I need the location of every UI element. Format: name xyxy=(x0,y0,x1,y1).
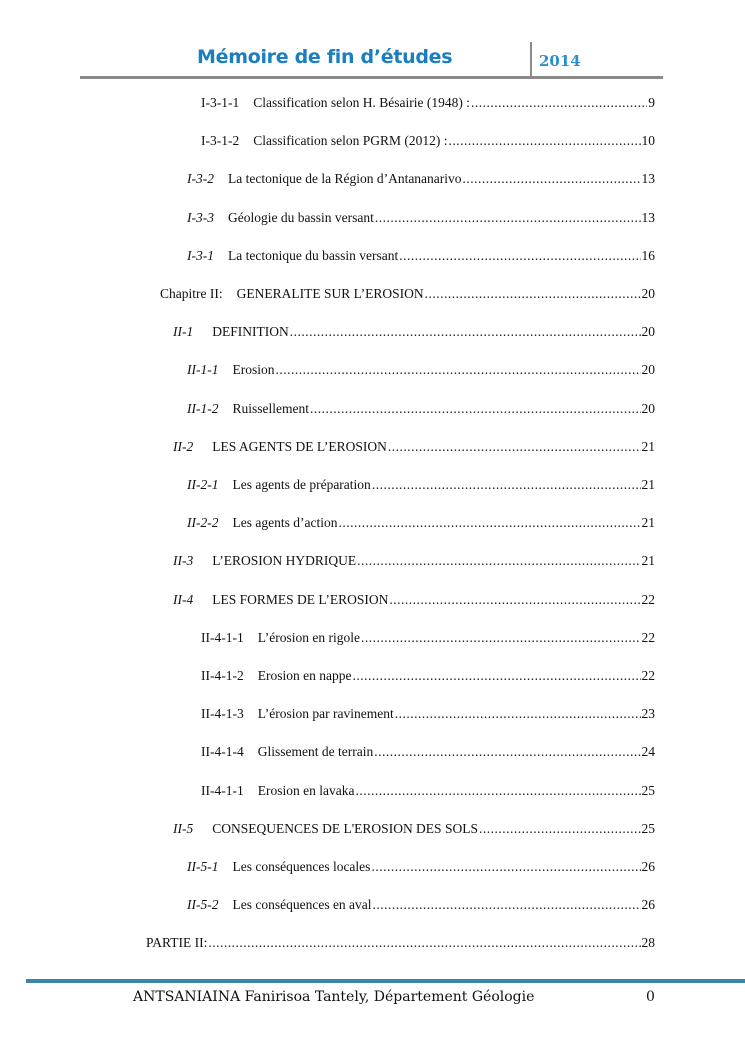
toc-entry-number: II-4-1-1 xyxy=(201,630,244,645)
toc-entry-number: PARTIE II: xyxy=(146,935,208,950)
toc-entry-number: II-1-2 xyxy=(187,401,219,416)
toc-entry[interactable] xyxy=(201,783,655,803)
toc-entry-number: I-3-1-1 xyxy=(201,95,240,110)
toc-entry-page: 20 xyxy=(641,324,655,339)
toc-entry-page: 13 xyxy=(641,171,655,186)
toc-entry[interactable] xyxy=(187,477,655,497)
toc-dot-leader xyxy=(355,783,640,799)
toc-entry[interactable] xyxy=(187,897,655,917)
footer-rule xyxy=(26,979,745,983)
toc-entry-title: DEFINITION xyxy=(212,324,289,339)
toc-entry-title: LES FORMES DE L’EROSION xyxy=(212,592,389,607)
toc-entry-page: 10 xyxy=(641,133,655,148)
toc-entry-title: Classification selon H. Bésairie (1948) : xyxy=(253,95,470,110)
header-title: Mémoire de fin d’études xyxy=(197,46,453,68)
toc-entry[interactable] xyxy=(146,935,655,955)
toc-entry[interactable] xyxy=(201,668,655,688)
toc-dot-leader xyxy=(448,133,640,149)
toc-entry-title: LES AGENTS DE L’EROSION xyxy=(212,439,387,454)
toc-entry[interactable] xyxy=(201,95,655,115)
toc-entry-page: 20 xyxy=(641,401,655,416)
toc-entry[interactable] xyxy=(187,210,655,230)
toc-entry-number: II-2-2 xyxy=(187,515,219,530)
toc-entry-number: I-3-2 xyxy=(187,171,214,186)
toc-entry-page: 21 xyxy=(641,515,655,530)
toc-dot-leader xyxy=(275,362,640,378)
toc-entry-page: 21 xyxy=(641,553,655,568)
toc-entry-page: 24 xyxy=(641,744,655,759)
toc-entry-title: Glissement de terrain xyxy=(257,744,374,759)
toc-entry[interactable] xyxy=(201,630,655,650)
toc-entry-title: Les conséquences en aval xyxy=(232,897,372,912)
toc-entry-title: L’érosion par ravinement xyxy=(257,706,394,721)
toc-dot-leader xyxy=(373,897,641,913)
toc-dot-leader xyxy=(352,668,640,684)
toc-entry-page: 25 xyxy=(641,783,655,798)
toc-entry-number: II-4-1-4 xyxy=(201,744,244,759)
toc-entry[interactable] xyxy=(187,248,655,268)
toc-entry-title: Géologie du bassin versant xyxy=(228,210,374,225)
toc-entry-page: 9 xyxy=(648,95,655,110)
toc-entry[interactable] xyxy=(187,859,655,879)
toc-dot-leader xyxy=(395,706,641,722)
toc-entry-title: Les conséquences locales xyxy=(232,859,371,874)
toc-entry-title: La tectonique de la Région d’Antananarivo xyxy=(228,171,462,186)
toc-dot-leader xyxy=(338,515,640,531)
toc-entry-page: 16 xyxy=(641,248,655,263)
footer-page-number: 0 xyxy=(646,989,655,1005)
toc-dot-leader xyxy=(310,401,641,417)
toc-dot-leader xyxy=(479,821,641,837)
toc-entry[interactable] xyxy=(187,362,655,382)
toc-entry[interactable] xyxy=(160,286,655,306)
toc-dot-leader xyxy=(372,477,641,493)
toc-entry-title: Erosion xyxy=(232,362,275,377)
toc-entry[interactable] xyxy=(187,171,655,191)
toc-entry-number: II-2 xyxy=(173,439,194,454)
toc-entry-title: Erosion en lavaka xyxy=(257,783,355,798)
toc-entry-title: GENERALITE SUR L’EROSION xyxy=(236,286,424,301)
toc-entry-number: I-3-3 xyxy=(187,210,214,225)
toc-dot-leader xyxy=(208,935,640,951)
toc-dot-leader xyxy=(290,324,641,340)
toc-entry-number: II-4-1-3 xyxy=(201,706,244,721)
toc-entry[interactable] xyxy=(201,706,655,726)
toc-entry-title: La tectonique du bassin versant xyxy=(228,248,399,263)
toc-entry-title: Ruissellement xyxy=(232,401,309,416)
toc-dot-leader xyxy=(471,95,647,111)
footer-author: ANTSANIAINA Fanirisoa Tantely, Département Géologie xyxy=(133,989,535,1005)
toc-entry-number: II-5-2 xyxy=(187,897,219,912)
toc-entry[interactable] xyxy=(173,439,655,459)
toc-dot-leader xyxy=(361,630,641,646)
toc-entry-number: II-4 xyxy=(173,592,194,607)
toc-entry-title: Erosion en nappe xyxy=(257,668,352,683)
toc-entry-number: II-2-1 xyxy=(187,477,219,492)
toc-entry-number: II-4-1-1 xyxy=(201,783,244,798)
toc-entry-page: 26 xyxy=(641,859,655,874)
toc-entry-page: 23 xyxy=(641,706,655,721)
header-year: 2014 xyxy=(539,52,581,70)
toc-entry-page: 26 xyxy=(641,897,655,912)
toc-dot-leader xyxy=(463,171,641,187)
toc-entry-page: 21 xyxy=(641,477,655,492)
toc-entry-number: I-3-1-2 xyxy=(201,133,240,148)
toc-entry-page: 20 xyxy=(641,286,655,301)
toc-entry[interactable] xyxy=(173,324,655,344)
toc-entry[interactable] xyxy=(173,553,655,573)
toc-entry-page: 25 xyxy=(641,821,655,836)
toc-entry-number: I-3-1 xyxy=(187,248,214,263)
toc-dot-leader xyxy=(371,859,640,875)
toc-dot-leader xyxy=(357,553,640,569)
toc-entry[interactable] xyxy=(187,515,655,535)
toc-dot-leader xyxy=(389,592,640,608)
toc-dot-leader xyxy=(388,439,641,455)
toc-entry-number: II-1 xyxy=(173,324,194,339)
toc-entry-number: Chapitre II: xyxy=(160,286,223,301)
toc-dot-leader xyxy=(425,286,641,302)
toc-entry[interactable] xyxy=(173,821,655,841)
toc-entry-number: II-5 xyxy=(173,821,194,836)
toc-entry[interactable] xyxy=(187,401,655,421)
toc-entry-page: 22 xyxy=(641,592,655,607)
toc-dot-leader xyxy=(375,210,641,226)
toc-entry-page: 20 xyxy=(641,362,655,377)
toc-entry-title: Les agents de préparation xyxy=(232,477,371,492)
toc-entry-title: CONSEQUENCES DE L'EROSION DES SOLS xyxy=(212,821,478,836)
toc-dot-leader xyxy=(374,744,640,760)
toc-entry[interactable] xyxy=(201,133,655,153)
toc-entry-page: 28 xyxy=(641,935,655,950)
toc-entry-number: II-4-1-2 xyxy=(201,668,244,683)
toc-entry-number: II-3 xyxy=(173,553,194,568)
toc-entry-number: II-1-1 xyxy=(187,362,219,377)
toc-entry-number: II-5-1 xyxy=(187,859,219,874)
toc-entry-title: L’EROSION HYDRIQUE xyxy=(212,553,357,568)
toc-entry-title: Les agents d’action xyxy=(232,515,338,530)
toc-dot-leader xyxy=(399,248,640,264)
toc-entry-page: 13 xyxy=(641,210,655,225)
toc-entry-page: 21 xyxy=(641,439,655,454)
toc-entry-title: L’érosion en rigole xyxy=(257,630,360,645)
toc-entry[interactable] xyxy=(173,592,655,612)
toc-entry-title: Classification selon PGRM (2012) : xyxy=(253,133,448,148)
toc-entry-page: 22 xyxy=(641,630,655,645)
toc-entry-page: 22 xyxy=(641,668,655,683)
toc-entry[interactable] xyxy=(201,744,655,764)
